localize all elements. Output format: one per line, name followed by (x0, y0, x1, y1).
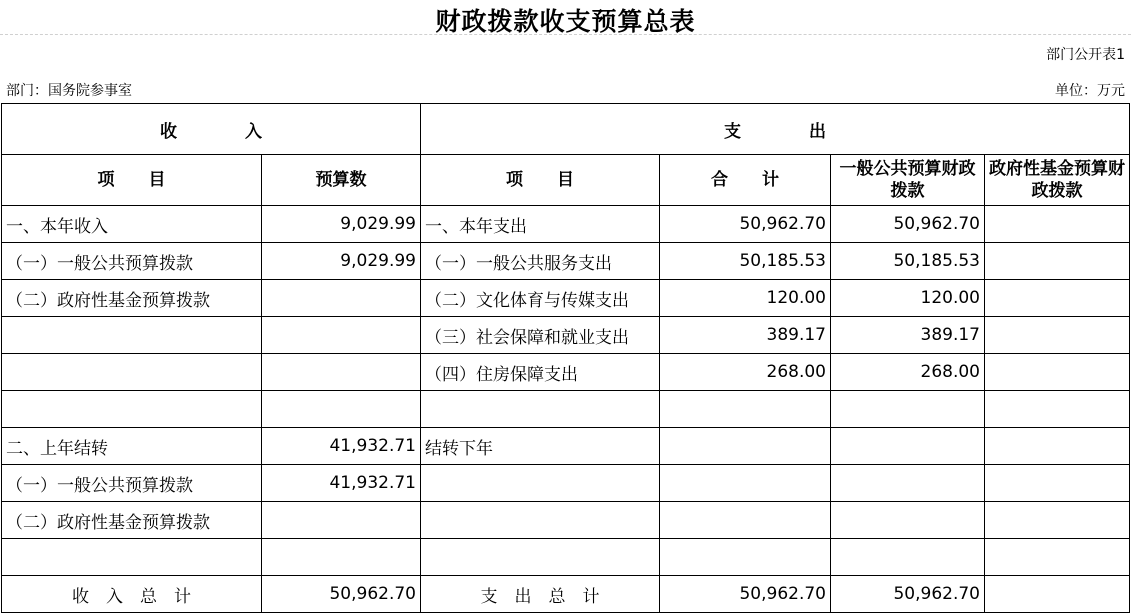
table-row (2, 465, 1130, 502)
expense-general-cell (831, 539, 985, 576)
income-item-cell: （一）一般公共预算拨款 (2, 465, 262, 502)
table-row (2, 317, 1130, 354)
expense-fund-cell (985, 206, 1130, 243)
expense-general-cell (831, 391, 985, 428)
expense-general-cell: 268.00 (831, 354, 985, 391)
table-row (2, 206, 1130, 243)
col-header-budget: 预算数 (262, 155, 421, 206)
income-item-cell (2, 391, 262, 428)
expense-general-cell: 120.00 (831, 280, 985, 317)
expense-item-cell: （四）住房保障支出 (421, 354, 660, 391)
income-item-cell: 一、本年收入 (2, 206, 262, 243)
income-item-cell: （二）政府性基金预算拨款 (2, 502, 262, 539)
expense-fund-cell (985, 391, 1130, 428)
expense-total-amount: 50,962.70 (660, 576, 831, 613)
document-title: 财政拨款收支预算总表 (435, 7, 696, 36)
budget-table (1, 103, 1130, 613)
table-row (2, 243, 1130, 280)
col-header-income-item: 项 目 (2, 155, 262, 206)
expense-section-header: 支 出 (421, 104, 1130, 155)
table-row (2, 280, 1130, 317)
income-item-cell (2, 539, 262, 576)
income-item-cell: （二）政府性基金预算拨款 (2, 280, 262, 317)
income-total-label: 收 入 总 计 (2, 576, 262, 613)
table-row (2, 502, 1130, 539)
expense-item-cell: （一）一般公共服务支出 (421, 243, 660, 280)
income-amount-cell (262, 391, 421, 428)
expense-general-cell: 50,185.53 (831, 243, 985, 280)
income-section-header: 收 入 (2, 104, 421, 155)
expense-item-cell: （二）文化体育与传媒支出 (421, 280, 660, 317)
expense-item-cell: （三）社会保障和就业支出 (421, 317, 660, 354)
expense-item-cell (421, 391, 660, 428)
income-amount-cell: 9,029.99 (262, 243, 421, 280)
expense-total-cell: 50,185.53 (660, 243, 831, 280)
table-row (2, 354, 1130, 391)
income-amount-cell: 41,932.71 (262, 428, 421, 465)
income-amount-cell (262, 539, 421, 576)
expense-total-general: 50,962.70 (831, 576, 985, 613)
expense-fund-cell (985, 317, 1130, 354)
expense-total-fund (985, 576, 1130, 613)
department-label: 部门：国务院参事室 (6, 83, 132, 99)
income-amount-cell (262, 502, 421, 539)
expense-total-cell (660, 502, 831, 539)
col-header-total: 合 计 (660, 155, 831, 206)
income-amount-cell (262, 317, 421, 354)
income-amount-cell: 9,029.99 (262, 206, 421, 243)
totals-row (2, 576, 1130, 613)
income-item-cell: （一）一般公共预算拨款 (2, 243, 262, 280)
expense-item-cell (421, 465, 660, 502)
unit-label: 单位：万元 (1055, 83, 1125, 99)
expense-fund-cell (985, 502, 1130, 539)
table-body (2, 206, 1130, 576)
section-header-row (2, 104, 1130, 155)
expense-fund-cell (985, 280, 1130, 317)
form-number: 部门公开表1 (1046, 47, 1125, 63)
expense-general-cell (831, 428, 985, 465)
expense-item-cell (421, 539, 660, 576)
table-row (2, 428, 1130, 465)
expense-item-cell: 结转下年 (421, 428, 660, 465)
expense-general-cell (831, 465, 985, 502)
expense-total-label: 支 出 总 计 (421, 576, 660, 613)
table-row (2, 539, 1130, 576)
income-item-cell (2, 317, 262, 354)
income-total-amount: 50,962.70 (262, 576, 421, 613)
income-amount-cell (262, 354, 421, 391)
expense-total-cell (660, 465, 831, 502)
expense-item-cell (421, 502, 660, 539)
expense-fund-cell (985, 539, 1130, 576)
expense-general-cell: 389.17 (831, 317, 985, 354)
expense-fund-cell (985, 465, 1130, 502)
expense-fund-cell (985, 428, 1130, 465)
income-amount-cell: 41,932.71 (262, 465, 421, 502)
expense-total-cell: 120.00 (660, 280, 831, 317)
page-break-rule (0, 34, 1131, 35)
expense-total-cell: 268.00 (660, 354, 831, 391)
table-row (2, 391, 1130, 428)
expense-total-cell (660, 539, 831, 576)
col-header-fund-budget: 政府性基金预算财政拨款 (985, 155, 1130, 206)
income-item-cell (2, 354, 262, 391)
expense-general-cell: 50,962.70 (831, 206, 985, 243)
expense-total-cell: 50,962.70 (660, 206, 831, 243)
expense-total-cell (660, 428, 831, 465)
col-header-expense-item: 项 目 (421, 155, 660, 206)
expense-fund-cell (985, 354, 1130, 391)
expense-item-cell: 一、本年支出 (421, 206, 660, 243)
income-item-cell: 二、上年结转 (2, 428, 262, 465)
expense-general-cell (831, 502, 985, 539)
expense-fund-cell (985, 243, 1130, 280)
col-header-general-budget: 一般公共预算财政拨款 (831, 155, 985, 206)
expense-total-cell: 389.17 (660, 317, 831, 354)
income-amount-cell (262, 280, 421, 317)
column-header-row (2, 155, 1130, 206)
expense-total-cell (660, 391, 831, 428)
